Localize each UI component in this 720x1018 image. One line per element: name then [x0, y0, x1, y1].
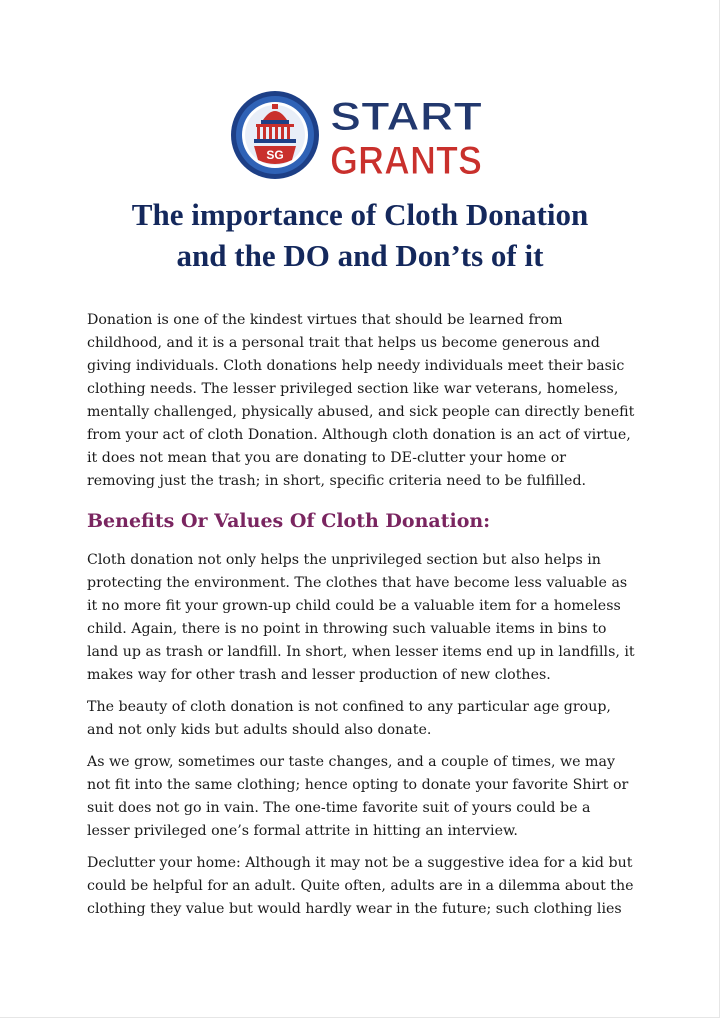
section-heading: Benefits Or Values Of Cloth Donation:: [87, 510, 491, 532]
text-line: clothing needs. The lesser privileged section like war veterans, homeless,: [87, 381, 619, 397]
text-line: from your act of cloth Donation. Although cloth donation is an act of virtue,: [87, 427, 631, 443]
text-line: As we grow, sometimes our taste changes, and a couple of times, we may: [87, 754, 615, 770]
logo-text-start: START: [330, 95, 482, 139]
text-line: childhood, and it is a personal trait that helps us become generous and: [87, 335, 600, 351]
text-line: mentally challenged, physically abused, and sick people can directly benefit: [87, 404, 635, 420]
page-title: [60, 194, 660, 276]
logo-text-grants: GRANTS: [330, 139, 482, 182]
text-line: protecting the environment. The clothes that have become less valuable as: [87, 575, 628, 591]
text-line: Declutter your home: Although it may not be a suggestive idea for a kid but: [87, 855, 633, 871]
logo-badge-text: SG: [266, 148, 284, 162]
text-line: could be helpful for an adult. Quite often, adults are in a dilemma about the: [87, 878, 634, 894]
title-line: The importance of Cloth Donation: [131, 197, 589, 232]
text-line: lesser privileged one’s formal attrite in hitting an interview.: [87, 823, 518, 839]
text-line: it does not mean that you are donating to DE-clutter your home or: [87, 450, 567, 466]
logo-graphic: [230, 88, 490, 182]
text-line: not fit into the same clothing; hence opting to donate your favorite Shirt or: [87, 777, 629, 793]
text-line: child. Again, there is no point in throwing such valuable items in bins to: [87, 621, 607, 637]
text-line: Cloth donation not only helps the unprivileged section but also helps in: [87, 552, 601, 568]
text-line: it no more fit your grown-up child could be a valuable item for a homeless: [87, 598, 621, 614]
article-body: [87, 309, 647, 930]
body-paragraph: [87, 751, 647, 843]
text-line: suit does not go in vain. The one-time favorite suit of yours could be a: [87, 800, 591, 816]
text-line: Donation is one of the kindest virtues that should be learned from: [87, 312, 563, 328]
text-line: The beauty of cloth donation is not confined to any particular age group,: [87, 699, 611, 715]
text-line: land up as trash or landfill. In short, when lesser items end up in landfills, it: [87, 644, 635, 660]
text-line: removing just the trash; in short, specific criteria need to be fulfilled.: [87, 473, 587, 489]
title-line: and the DO and Don’ts of it: [176, 238, 544, 273]
text-line: clothing they value but would hardly wear in the future; such clothing lies: [87, 901, 622, 917]
start-grants-logo: [230, 88, 490, 182]
text-line: and not only kids but adults should also donate.: [87, 722, 432, 738]
intro-paragraph: [87, 309, 647, 493]
text-line: giving individuals. Cloth donations help needy individuals meet their basic: [87, 358, 625, 374]
body-paragraph: [87, 696, 647, 742]
text-line: makes way for other trash and lesser production of new clothes.: [87, 667, 551, 683]
body-paragraph: [87, 549, 647, 687]
body-paragraph: [87, 852, 647, 921]
